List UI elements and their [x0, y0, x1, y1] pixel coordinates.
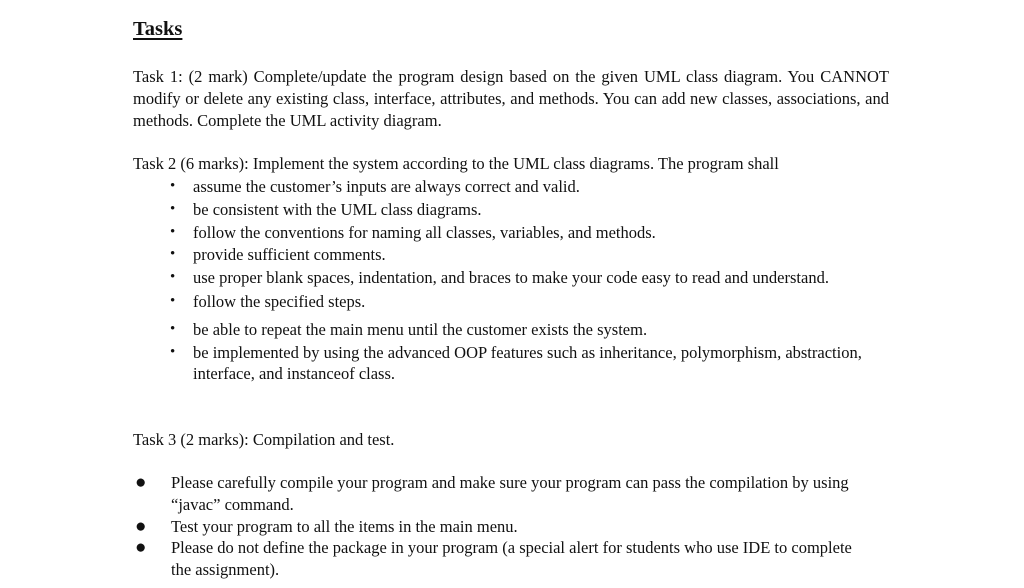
- bullet-icon: •: [170, 320, 176, 337]
- list-item: ● Test your program to all the items in the main menu.: [135, 515, 518, 537]
- list-item: ● Please carefully compile your program and make sure your program can pass the compilation by using “javac” command.: [135, 472, 849, 514]
- bullet-icon: •: [170, 246, 176, 263]
- list-item: • be consistent with the UML class diagrams.: [170, 199, 482, 219]
- task2-requirements-list: [0, 176, 873, 385]
- bullet-icon: •: [170, 178, 176, 194]
- bullet-icon: •: [170, 200, 176, 217]
- tasks-heading: Tasks: [133, 18, 183, 40]
- bullet-icon: •: [170, 223, 176, 240]
- bullet-icon: •: [170, 292, 176, 309]
- list-item: • follow the conventions for naming all classes, variables, and methods.: [170, 222, 656, 242]
- bullet-icon: ●: [135, 515, 147, 537]
- task3-list: [0, 472, 871, 581]
- list-item: • be implemented by using the advanced OOP features such as inheritance, polymorphism, abstraction, interface, and instanceof class.: [170, 342, 862, 384]
- list-item: • follow the specified steps.: [170, 291, 366, 311]
- bullet-icon: ●: [135, 537, 147, 559]
- list-item: • use proper blank spaces, indentation, and braces to make your code easy to read and understand.: [170, 268, 829, 288]
- list-item: • provide sufficient comments.: [170, 245, 386, 265]
- list-item: • assume the customer’s inputs are always correct and valid.: [170, 177, 580, 196]
- list-item: ● Please do not define the package in your program (a special alert for students who use IDE to complete the assignment).: [135, 537, 852, 580]
- list-item: • be able to repeat the main menu until the customer exists the system.: [170, 319, 648, 339]
- bullet-icon: •: [170, 343, 176, 360]
- task1-paragraph: Task 1: (2 mark) Complete/update the program design based on the given UML class diagram. You CANNOT modify or delete any existing class, interface, attributes, and methods. You can add new classes, associations, and methods. Complete the UML activity diagram.: [133, 67, 889, 130]
- task3-intro: Task 3 (2 marks): Compilation and test.: [133, 430, 395, 449]
- bullet-icon: ●: [135, 472, 147, 493]
- bullet-icon: •: [170, 269, 176, 286]
- task2-intro: Task 2 (6 marks): Implement the system according to the UML class diagrams. The program shall: [133, 154, 779, 173]
